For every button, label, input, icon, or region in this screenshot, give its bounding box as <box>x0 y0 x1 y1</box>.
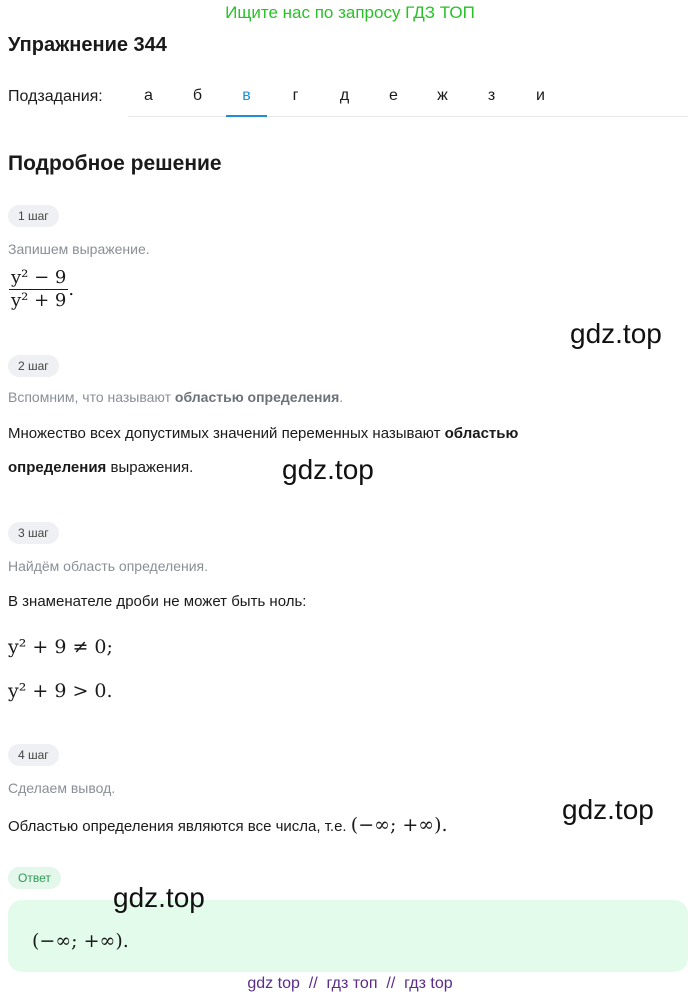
tab-i[interactable]: и <box>536 87 545 104</box>
tab-zh[interactable]: ж <box>437 87 448 104</box>
fraction-denominator: y² + 9 <box>11 290 67 311</box>
step-1-hint: Запишем выражение. <box>8 241 150 257</box>
tab-g[interactable]: г <box>292 87 299 104</box>
step-4-math: (−∞; +∞). <box>350 814 448 836</box>
top-banner: Ищите нас по запросу ГДЗ ТОП <box>225 3 475 22</box>
step-3-text: В знаменателе дроби не может быть ноль: <box>8 593 307 610</box>
step-2-text-bold-1: областью <box>444 425 519 442</box>
step-2-hint-end: . <box>339 389 344 405</box>
step-2-hint-text: Вспомним, что называют <box>8 389 175 405</box>
watermark-4: gdz.top <box>113 882 205 913</box>
tab-v[interactable]: в <box>226 78 267 116</box>
step-4-badge: 4 шаг <box>8 744 59 766</box>
section-title: Подробное решение <box>8 152 222 175</box>
step-2-text-start: Множество всех допустимых значений переменных называют <box>8 425 445 442</box>
step-4-text <box>8 808 448 844</box>
step-4-hint: Сделаем вывод. <box>8 780 116 796</box>
step-2-text-end: выражения. <box>106 459 194 476</box>
answer-box <box>8 900 688 972</box>
tab-e[interactable]: е <box>389 87 398 104</box>
tab-d[interactable]: д <box>339 87 350 104</box>
step-3-hint: Найдём область определения. <box>8 558 209 574</box>
inequality-1: y² + 9 ≠ 0; <box>8 636 113 658</box>
subtasks-label: Подзадания: <box>8 88 103 105</box>
step-2-hint <box>8 389 343 405</box>
tab-b[interactable]: б <box>192 87 203 104</box>
watermark-3: gdz.top <box>562 794 654 825</box>
tab-a[interactable]: а <box>144 87 153 104</box>
fraction-expression <box>9 267 74 312</box>
step-2-text-bold-2: определения <box>8 459 107 476</box>
step-2-badge: 2 шаг <box>8 355 59 377</box>
answer-badge: Ответ <box>8 867 61 889</box>
answer-value: (−∞; +∞). <box>32 930 129 952</box>
step-4-text-start: Областью определения являются все числа, т.е. <box>8 818 351 835</box>
fraction-numerator: y² − 9 <box>11 267 67 288</box>
subtasks-tabs <box>128 78 688 117</box>
watermark-1: gdz.top <box>570 318 662 349</box>
tab-z[interactable]: з <box>487 87 496 104</box>
footer-links[interactable]: gdz top // гдз топ // гдз top <box>247 975 453 992</box>
inequality-2: y² + 9 > 0. <box>8 680 113 702</box>
step-1-badge: 1 шаг <box>8 205 59 227</box>
fraction-period: . <box>68 279 75 300</box>
page-title: Упражнение 344 <box>8 34 167 56</box>
subtasks-bar <box>0 78 700 118</box>
step-2-hint-bold: областью определения <box>174 389 340 405</box>
step-3-badge: 3 шаг <box>8 522 59 544</box>
watermark-2: gdz.top <box>282 454 374 485</box>
